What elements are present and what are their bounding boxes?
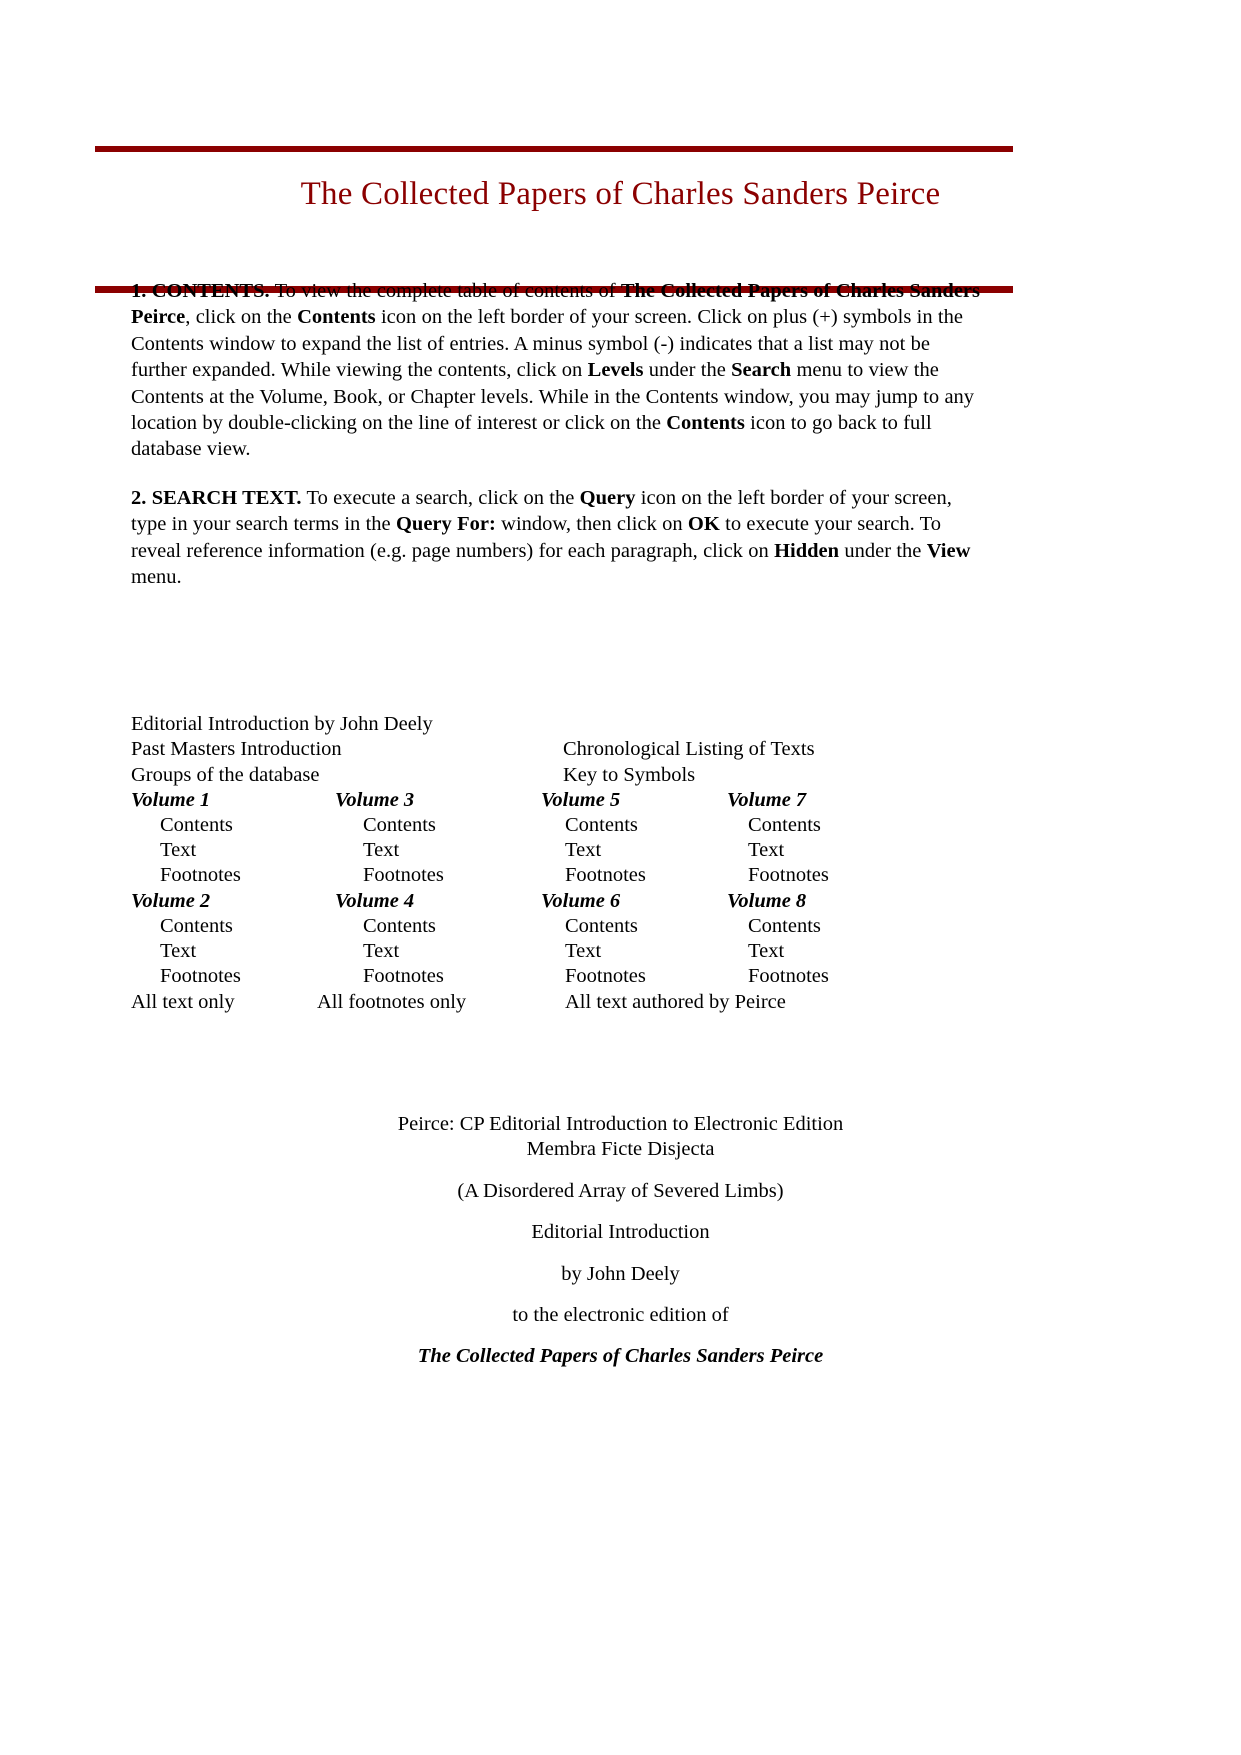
ok-button-label: OK (687, 513, 720, 536)
instructions-section (131, 278, 980, 612)
volume-2-text[interactable]: Text (160, 940, 197, 963)
volume-entry-row-text-odd (131, 838, 1011, 863)
colophon-spacer-5 (0, 1328, 1241, 1344)
volume-2-footnotes[interactable]: Footnotes (160, 965, 241, 988)
header-rule-top (95, 146, 1013, 152)
levels-menu-label: Levels (587, 359, 644, 382)
link-chronological-listing[interactable]: Chronological Listing of Texts (563, 738, 815, 761)
volume-4-footnotes[interactable]: Footnotes (363, 965, 444, 988)
volume-heading-8[interactable]: Volume 8 (727, 889, 807, 912)
contents-text-3: icon on the left border of your screen. Click on plus (+) symbols in the Contents window to expand the list of entries. A minus symbol (-) indicates that a list may not be further expanded. While viewing the contents, click on (131, 306, 963, 382)
volume-8-contents[interactable]: Contents (748, 914, 821, 937)
volume-1-contents[interactable]: Contents (160, 813, 233, 836)
link-all-text-authored-by-peirce[interactable]: All text authored by Peirce (565, 990, 786, 1013)
volume-entry-row-footnotes-even (131, 964, 1011, 989)
colophon-line-subtitle: (A Disordered Array of Severed Limbs) (457, 1179, 784, 1202)
contents-icon-label-2: Contents (666, 412, 745, 435)
contents-text-6: icon to go back to full database view. (131, 412, 932, 461)
volume-7-text[interactable]: Text (748, 839, 785, 862)
volume-7-contents[interactable]: Contents (748, 813, 821, 836)
colophon-spacer-2 (0, 1204, 1241, 1220)
volume-heading-4[interactable]: Volume 4 (335, 889, 415, 912)
search-text-1: To execute a search, click on the (301, 486, 580, 509)
volume-heading-2[interactable]: Volume 2 (131, 889, 211, 912)
link-all-text-only[interactable]: All text only (131, 990, 235, 1013)
colophon-spacer-1 (0, 1163, 1241, 1179)
volume-heading-5[interactable]: Volume 5 (541, 788, 621, 811)
index-row-all-text-footer (131, 990, 1011, 1015)
search-text-6: menu. (131, 566, 182, 589)
query-for-label: Query For: (395, 513, 496, 536)
page-title: The Collected Papers of Charles Sanders Peirce (300, 176, 941, 212)
volume-entry-row-contents-odd (131, 813, 1011, 838)
volume-4-text[interactable]: Text (363, 940, 400, 963)
volume-3-footnotes[interactable]: Footnotes (363, 864, 444, 887)
link-all-footnotes-only[interactable]: All footnotes only (317, 990, 467, 1013)
hidden-menu-label: Hidden (774, 539, 840, 562)
volume-entry-row-text-even (131, 939, 1011, 964)
link-past-masters-introduction[interactable]: Past Masters Introduction (131, 738, 342, 761)
volume-heading-1[interactable]: Volume 1 (131, 788, 211, 811)
index-row-editorial-intro (131, 712, 1011, 737)
colophon-line-work-title: The Collected Papers of Charles Sanders Peirce (417, 1345, 824, 1368)
volume-5-contents[interactable]: Contents (565, 813, 638, 836)
contents-instructions-paragraph (131, 278, 980, 463)
colophon-spacer-3 (0, 1246, 1241, 1262)
volume-entry-row-contents-even (131, 914, 1011, 939)
volume-7-footnotes[interactable]: Footnotes (748, 864, 829, 887)
volume-heading-7[interactable]: Volume 7 (727, 788, 807, 811)
volume-3-text[interactable]: Text (363, 839, 400, 862)
volume-3-contents[interactable]: Contents (363, 813, 436, 836)
colophon-line-editorial-introduction: Editorial Introduction (531, 1221, 710, 1244)
link-key-to-symbols[interactable]: Key to Symbols (563, 763, 696, 786)
search-instructions-paragraph (131, 485, 980, 591)
volume-8-footnotes[interactable]: Footnotes (748, 965, 829, 988)
volume-heading-row-odd (131, 788, 1011, 813)
colophon-spacer-4 (0, 1287, 1241, 1303)
colophon-line-membra: Membra Ficte Disjecta (526, 1138, 715, 1161)
contents-heading: 1. CONTENTS. (131, 280, 270, 302)
colophon-section (0, 1112, 1241, 1370)
search-menu-label: Search (731, 359, 792, 382)
volume-6-text[interactable]: Text (565, 940, 602, 963)
colophon-line-author: by John Deely (561, 1262, 680, 1285)
index-row-groups (131, 763, 1011, 788)
colophon-line-title: Peirce: CP Editorial Introduction to Electronic Edition (397, 1113, 844, 1135)
index-links-section (131, 712, 1011, 1015)
index-row-past-masters (131, 737, 1011, 762)
volume-heading-row-even (131, 889, 1011, 914)
query-icon-label: Query (579, 486, 636, 509)
volume-1-footnotes[interactable]: Footnotes (160, 864, 241, 887)
volume-6-footnotes[interactable]: Footnotes (565, 965, 646, 988)
volume-heading-3[interactable]: Volume 3 (335, 788, 415, 811)
contents-text-5: menu to view the Contents at the Volume, Book, or Chapter levels. While in the Contents window, you may jump to any location by double-clicking on the line of interest or click on the (131, 359, 975, 435)
search-text-5: under the (839, 539, 927, 562)
volume-5-footnotes[interactable]: Footnotes (565, 864, 646, 887)
colophon-line-edition: to the electronic edition of (512, 1304, 729, 1327)
volume-heading-6[interactable]: Volume 6 (541, 889, 621, 912)
contents-text-4: under the (643, 359, 732, 382)
search-text-heading: 2. SEARCH TEXT. (131, 486, 302, 509)
link-groups-of-the-database[interactable]: Groups of the database (131, 763, 320, 786)
volume-4-contents[interactable]: Contents (363, 914, 436, 937)
link-editorial-introduction[interactable]: Editorial Introduction by John Deely (131, 713, 433, 735)
contents-icon-label: Contents (297, 306, 376, 329)
volume-1-text[interactable]: Text (160, 839, 197, 862)
volume-6-contents[interactable]: Contents (565, 914, 638, 937)
volume-entry-row-footnotes-odd (131, 863, 1011, 888)
volume-8-text[interactable]: Text (748, 940, 785, 963)
search-text-3: window, then click on (495, 513, 688, 536)
volume-2-contents[interactable]: Contents (160, 914, 233, 937)
volume-5-text[interactable]: Text (565, 839, 602, 862)
search-text-4: to execute your search. To reveal reference information (e.g. page numbers) for each paragraph, click on (131, 513, 942, 562)
work-title-inline: The Collected Papers of Charles Sanders Peirce (131, 280, 980, 329)
contents-text-2: , click on the (185, 306, 298, 329)
contents-text-1: To view the complete table of contents of (269, 280, 621, 302)
view-menu-label: View (926, 539, 971, 562)
search-text-2: icon on the left border of your screen, type in your search terms in the (131, 486, 952, 536)
